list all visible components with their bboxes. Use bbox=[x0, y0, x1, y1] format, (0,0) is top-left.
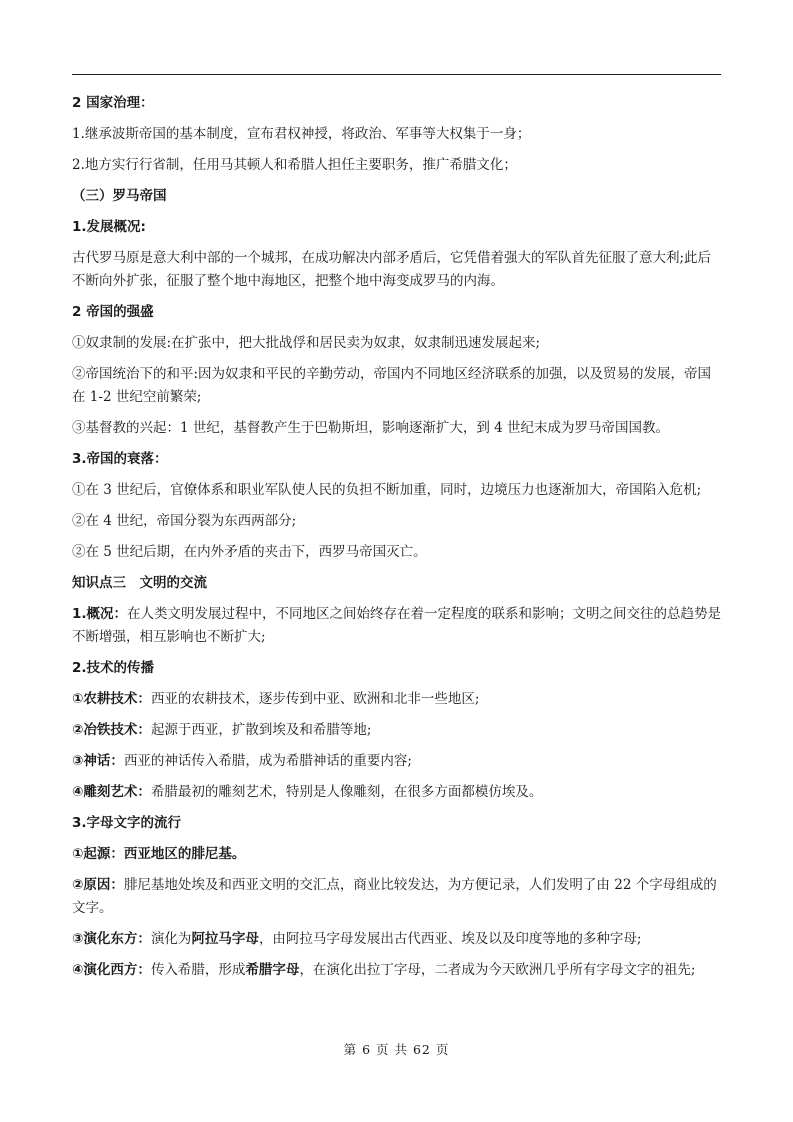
text: 希腊最初的雕刻艺术，特别是人像雕刻，在很多方面都模仿埃及。 bbox=[150, 784, 543, 800]
paragraph bbox=[72, 603, 724, 649]
paragraph-bold: ①起源：西亚地区的腓尼基。 bbox=[72, 846, 246, 862]
section-heading-roman-empire: （三）罗马帝国 bbox=[72, 188, 167, 204]
emphasis: 阿拉马字母 bbox=[191, 931, 259, 947]
label: ①农耕技术： bbox=[72, 691, 151, 707]
text: 西亚的神话传入希腊，成为希腊神话的重要内容; bbox=[123, 753, 412, 769]
paragraph bbox=[72, 959, 724, 982]
paragraph: 2.地方实行行省制，任用马其顿人和希腊人担任主要职务，推广希腊文化； bbox=[72, 157, 517, 173]
header-rule bbox=[72, 74, 721, 75]
paragraph bbox=[72, 874, 724, 920]
text: 演化为 bbox=[150, 931, 192, 947]
label: ④演化西方： bbox=[72, 962, 151, 978]
document-body bbox=[72, 92, 724, 990]
label: ④雕刻艺术： bbox=[72, 784, 151, 800]
paragraph: ①在 3 世纪后，官僚体系和职业军队使人民的负担不断加重，同时，边境压力也逐渐加大，帝国陷入危机; bbox=[72, 482, 702, 498]
label: ②冶铁技术： bbox=[72, 722, 151, 738]
page-number: 第 6 页 共 62 页 bbox=[343, 1042, 450, 1057]
text: ，由阿拉马字母发展出古代西亚、埃及以及印度等地的多种字母; bbox=[258, 931, 642, 947]
paragraph: ②帝国统治下的和平:因为奴隶和平民的辛勤劳动，帝国内不同地区经济联系的加强，以及贸易的发展，帝国在 1-2 世纪空前繁荣; bbox=[72, 366, 712, 405]
paragraph: ②在 5 世纪后期，在内外矛盾的夹击下，西罗马帝国灭亡。 bbox=[72, 544, 427, 560]
label: ③神话： bbox=[72, 753, 124, 769]
paragraph: ②在 4 世纪，帝国分裂为东西两部分; bbox=[72, 513, 297, 529]
subheading: 2 帝国的强盛 bbox=[72, 304, 154, 320]
text: 腓尼基地处埃及和西亚文明的交汇点，商业比较发达，为方便记录，人们发明了由 22 个字母组成的文字。 bbox=[72, 877, 717, 916]
text: 西亚的农耕技术，逐步传到中亚、欧洲和北非一些地区; bbox=[150, 691, 480, 707]
section-heading-governance: 2 国家治理： bbox=[72, 95, 154, 111]
label: ②原因： bbox=[72, 877, 124, 893]
subheading: 1.发展概况: bbox=[72, 219, 146, 235]
label: 1.概况： bbox=[72, 606, 128, 622]
paragraph bbox=[72, 750, 724, 773]
text: 起源于西亚，扩散到埃及和希腊等地; bbox=[150, 722, 372, 738]
subheading: 3.字母文字的流行 bbox=[72, 815, 182, 831]
emphasis: 希腊字母 bbox=[245, 962, 300, 978]
paragraph bbox=[72, 719, 724, 742]
subheading: 2.技术的传播 bbox=[72, 660, 155, 676]
label: ③演化东方： bbox=[72, 931, 151, 947]
text: ，在演化出拉丁字母，二者成为今天欧洲几乎所有字母文字的祖先; bbox=[299, 962, 696, 978]
paragraph: 1.继承波斯帝国的基本制度，宣布君权神授，将政治、军事等大权集于一身； bbox=[72, 126, 531, 142]
paragraph: ③基督教的兴起：1 世纪，基督教产生于巴勒斯坦，影响逐渐扩大，到 4 世纪末成为罗马帝国国教。 bbox=[72, 420, 670, 436]
paragraph bbox=[72, 688, 724, 711]
paragraph: ①奴隶制的发展:在扩张中，把大批战俘和居民卖为奴隶，奴隶制迅速发展起来; bbox=[72, 335, 541, 351]
paragraph bbox=[72, 928, 724, 951]
paragraph: 古代罗马原是意大利中部的一个城邦，在成功解决内部矛盾后，它凭借着强大的军队首先征服了意大利;此后不断向外扩张，征服了整个地中海地区，把整个地中海变成罗马的内海。 bbox=[72, 250, 712, 289]
paragraph bbox=[72, 781, 724, 804]
section-heading-knowledge-point-3: 知识点三 文明的交流 bbox=[72, 575, 207, 591]
text: 传入希腊，形成 bbox=[150, 962, 246, 978]
text: 在人类文明发展过程中，不同地区之间始终存在着一定程度的联系和影响；文明之间交往的总趋势是不断增强，相互影响也不断扩大; bbox=[72, 606, 722, 645]
subheading: 3.帝国的衰落： bbox=[72, 451, 168, 467]
